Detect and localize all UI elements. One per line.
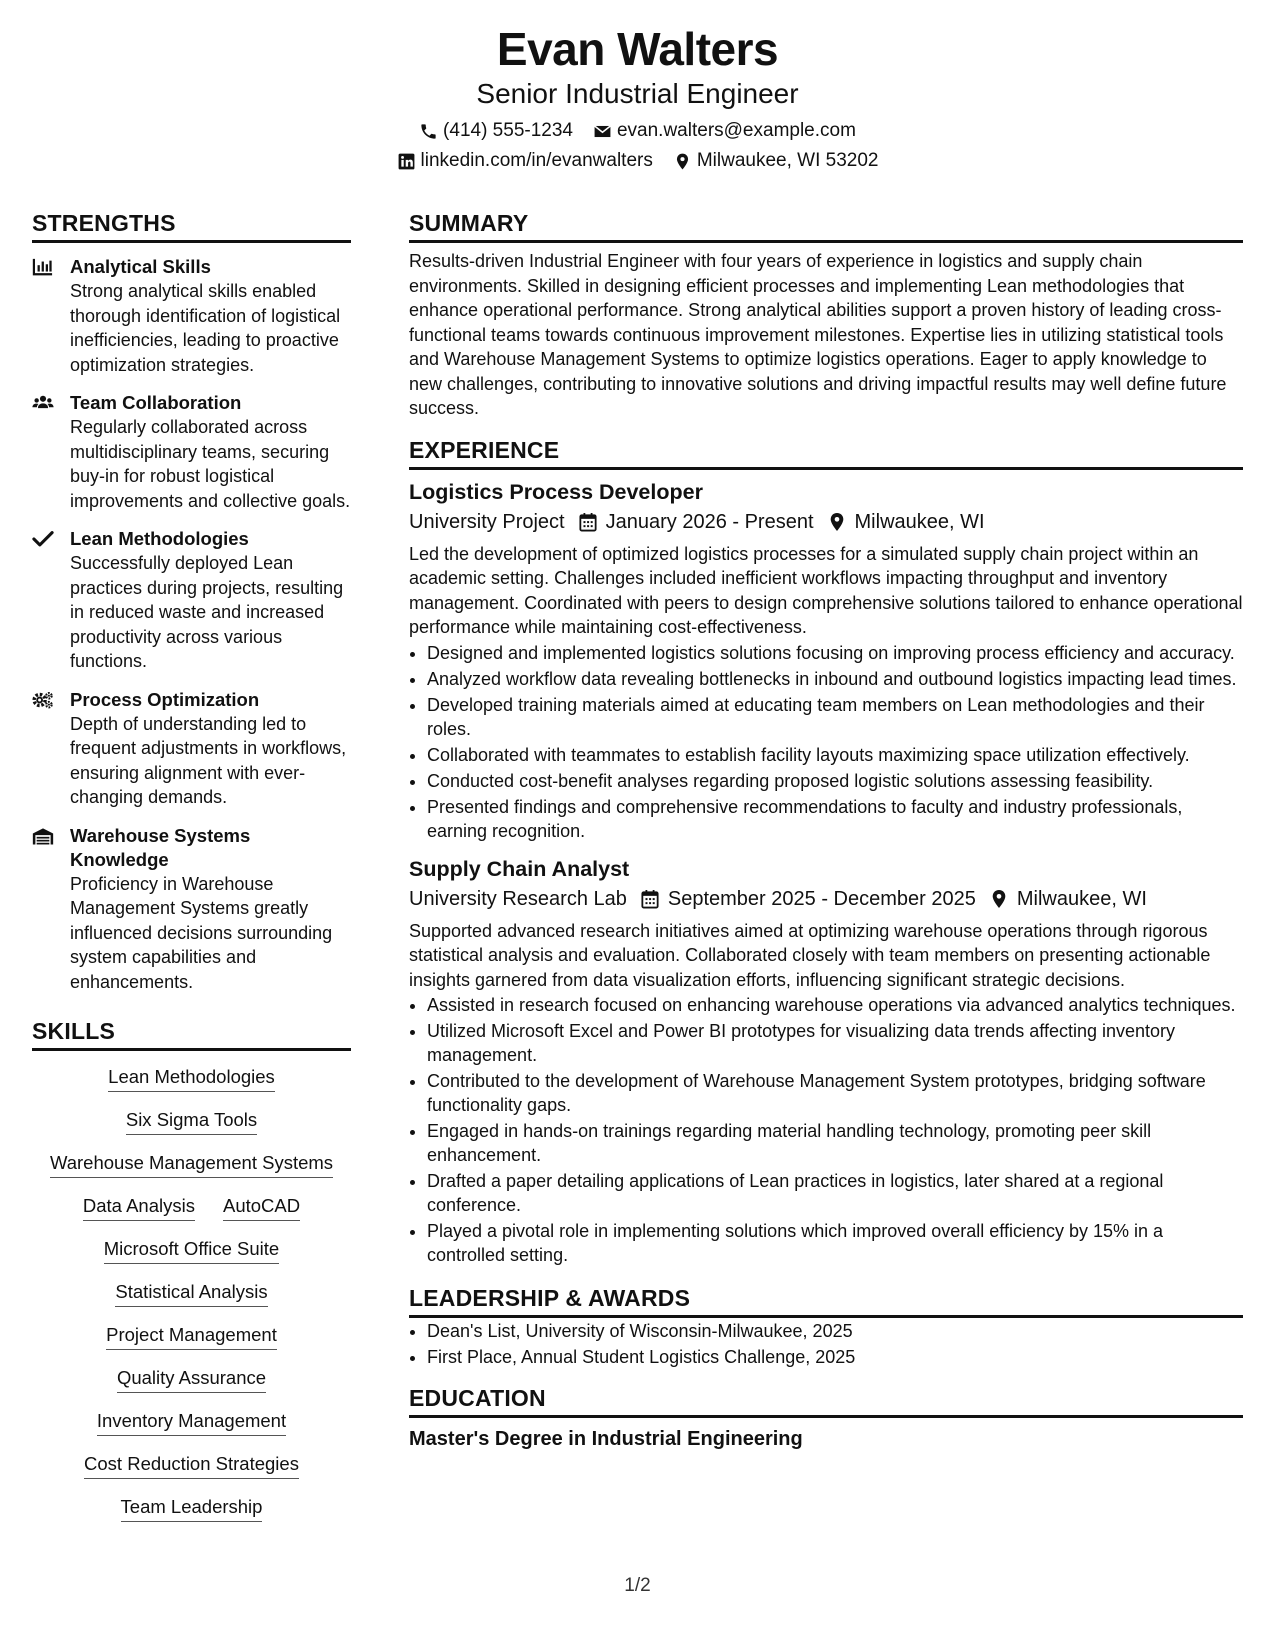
skill-row (106, 1323, 277, 1350)
skill-tag: Microsoft Office Suite (104, 1237, 279, 1264)
skill-row (126, 1108, 257, 1135)
contact-row-2 (0, 146, 1275, 176)
map-pin-icon (673, 152, 692, 171)
candidate-headline: Senior Industrial Engineer (476, 78, 799, 109)
users-icon (32, 393, 54, 413)
strength-description: Successfully deployed Lean practices during projects, resulting in reduced waste and increased productivity across various functions. (70, 553, 344, 671)
email-contact[interactable] (593, 116, 856, 146)
bullet-item: • Assisted in research focused on enhancing warehouse operations via advanced analytics techniques. (427, 993, 1243, 1017)
map-pin-icon (828, 512, 846, 532)
contact-row-1 (0, 116, 1275, 146)
bullet-item: • Collaborated with teammates to establish facility layouts maximizing space utilization effectively. (427, 743, 1243, 767)
page-number: 1/2 (624, 1575, 651, 1596)
skill-row (121, 1495, 263, 1522)
phone-contact (419, 116, 573, 146)
strength-description: Regularly collaborated across multidisciplinary teams, securing buy-in for robust logistical improvements and collective goals. (70, 417, 351, 511)
job-organization: University Research Lab (409, 887, 627, 910)
strengths-list (32, 255, 351, 994)
strengths-heading: STRENGTHS (32, 208, 351, 243)
strength-description: Proficiency in Warehouse Management Systems greatly influenced decisions surrounding system capabilities and enhancements. (70, 873, 333, 992)
job-dates: January 2026 - Present (605, 510, 814, 533)
check-icon (32, 529, 54, 549)
skill-tag: Warehouse Management Systems (50, 1151, 333, 1178)
skill-row (108, 1065, 275, 1092)
skill-row (50, 1151, 333, 1178)
job-description: Supported advanced research initiatives aimed at optimizing warehouse operations through rigorous statistical analysis and evaluation. Collaborated closely with team members on presenting actionable insights garnered from data visualization efforts, influencing significant strategic decisions. (409, 920, 1211, 990)
summary-heading: SUMMARY (409, 208, 1243, 243)
bullet-item: • Conducted cost-benefit analyses regarding proposed logistic solutions assessing feasibility. (427, 769, 1243, 793)
strength-description: Depth of understanding led to frequent adjustments in workflows, ensuring alignment with ever-changing demands. (70, 713, 347, 807)
job-title: Logistics Process Developer (409, 479, 703, 504)
job-organization: University Project (409, 510, 565, 533)
summary-text: Results-driven Industrial Engineer with four years of experience in logistics and supply chain environments. Skilled in designing efficient processes and implementing Lean methodologies that enhance operational performance. Strong analytical abilities support a proven history of leading cross-functional teams towards continuous improvement milestones. Expertise lies in utilizing statistical tools and Warehouse Management Systems to optimize logistics operations. Eager to apply knowledge to new challenges, contributing to innovative solutions and driving impactful results may well define future success. (409, 251, 1227, 418)
skill-tag: Statistical Analysis (115, 1280, 267, 1307)
strength-title: Lean Methodologies (70, 528, 249, 549)
strength-item (32, 688, 351, 810)
strength-title: Warehouse Systems Knowledge (70, 824, 251, 870)
job-dates: September 2025 - December 2025 (667, 887, 976, 910)
bullet-item: • Played a pivotal role in implementing solutions which improved overall efficiency by 15% in a controlled setting. (427, 1219, 1243, 1267)
job-meta (409, 507, 1243, 537)
phone-icon (419, 122, 438, 141)
job-bullets (409, 641, 1243, 843)
job-bullets (409, 993, 1243, 1267)
skill-tag: Quality Assurance (117, 1366, 266, 1393)
right-column (409, 208, 1243, 1452)
bullet-item: • Utilized Microsoft Excel and Power BI prototypes for visualizing data trends affecting inventory management. (427, 1019, 1243, 1067)
strength-title: Team Collaboration (70, 392, 242, 413)
skill-row (117, 1366, 266, 1393)
leadership-list (409, 1319, 1243, 1369)
strength-item (32, 255, 351, 377)
job-location: Milwaukee, WI (854, 510, 985, 533)
bullet-item: • Contributed to the development of Warehouse Management System prototypes, bridging software functionality gaps. (427, 1069, 1243, 1117)
location-contact (673, 146, 879, 176)
skill-tag: Cost Reduction Strategies (84, 1452, 299, 1479)
email-text: evan.walters@example.com (616, 120, 856, 141)
skill-row (97, 1409, 286, 1436)
strength-title: Process Optimization (70, 688, 260, 710)
job-title: Supply Chain Analyst (409, 856, 630, 881)
bullet-item: • Designed and implemented logistics solutions focusing on improving process efficiency and accuracy. (427, 641, 1243, 665)
bar-chart-icon (32, 257, 54, 277)
award-item: • Dean's List, University of Wisconsin-Milwaukee, 2025 (427, 1319, 1243, 1343)
skill-tag: AutoCAD (223, 1194, 300, 1221)
experience-heading: EXPERIENCE (409, 435, 1243, 470)
calendar-icon (641, 889, 659, 909)
envelope-icon (593, 122, 612, 141)
strength-description: Strong analytical skills enabled thorough identification of logistical inefficiencies, leading to proactive optimization strategies. (70, 281, 341, 375)
job-entry (409, 855, 1243, 1268)
skill-tag: Data Analysis (83, 1194, 195, 1221)
skill-row (83, 1194, 300, 1221)
education-heading: EDUCATION (409, 1383, 1243, 1418)
linkedin-text: linkedin.com/in/evanwalters (420, 150, 653, 171)
location-text: Milwaukee, WI 53202 (696, 150, 879, 171)
bullet-item: • Presented findings and comprehensive recommendations to faculty and industry professionals, earning recognition. (427, 795, 1243, 843)
skill-row (84, 1452, 299, 1479)
bullet-item: • Engaged in hands-on trainings regarding material handling technology, promoting peer skill enhancement. (427, 1119, 1243, 1167)
left-column (32, 208, 351, 1538)
linkedin-icon (397, 152, 416, 171)
candidate-name: Evan Walters (496, 23, 779, 75)
job-entry (409, 478, 1243, 843)
resume-header (0, 22, 1275, 176)
calendar-icon (579, 512, 597, 532)
strength-item (32, 527, 351, 674)
map-pin-icon (990, 889, 1008, 909)
bullet-item: • Drafted a paper detailing applications of Lean practices in logistics, later shared at a regional conference. (427, 1169, 1243, 1217)
job-description: Led the development of optimized logistics processes for a simulated supply chain project within an academic setting. Challenges included inefficient workflows impacting throughput and inventory management. Coordinated with peers to design comprehensive solutions tailored to enhance operational performance while maintaining cost-effectiveness. (409, 543, 1243, 637)
degree-title: Master's Degree in Industrial Engineering (409, 1428, 803, 1450)
skills-heading: SKILLS (32, 1016, 351, 1051)
skill-row (104, 1237, 279, 1264)
strength-title: Analytical Skills (70, 256, 211, 277)
job-meta (409, 884, 1243, 914)
skill-tag: Project Management (106, 1323, 277, 1350)
leadership-heading: LEADERSHIP & AWARDS (409, 1283, 1243, 1318)
skill-row (115, 1280, 267, 1307)
strength-item (32, 391, 351, 513)
warehouse-icon (32, 826, 54, 846)
phone-text: (414) 555-1234 (443, 120, 573, 141)
bullet-item: • Analyzed workflow data revealing bottlenecks in inbound and outbound logistics impacting lead times. (427, 667, 1243, 691)
award-item: • First Place, Annual Student Logistics Challenge, 2025 (427, 1345, 1243, 1369)
linkedin-contact[interactable] (397, 146, 653, 176)
strength-item (32, 824, 351, 995)
job-location: Milwaukee, WI (1016, 887, 1147, 910)
skills-list (32, 1065, 351, 1538)
skill-tag: Lean Methodologies (108, 1065, 275, 1092)
gears-icon (32, 690, 54, 710)
skill-tag: Team Leadership (121, 1495, 263, 1522)
bullet-item: • Developed training materials aimed at educating team members on Lean methodologies and their roles. (427, 693, 1243, 741)
skill-tag: Inventory Management (97, 1409, 286, 1436)
skill-tag: Six Sigma Tools (126, 1108, 257, 1135)
